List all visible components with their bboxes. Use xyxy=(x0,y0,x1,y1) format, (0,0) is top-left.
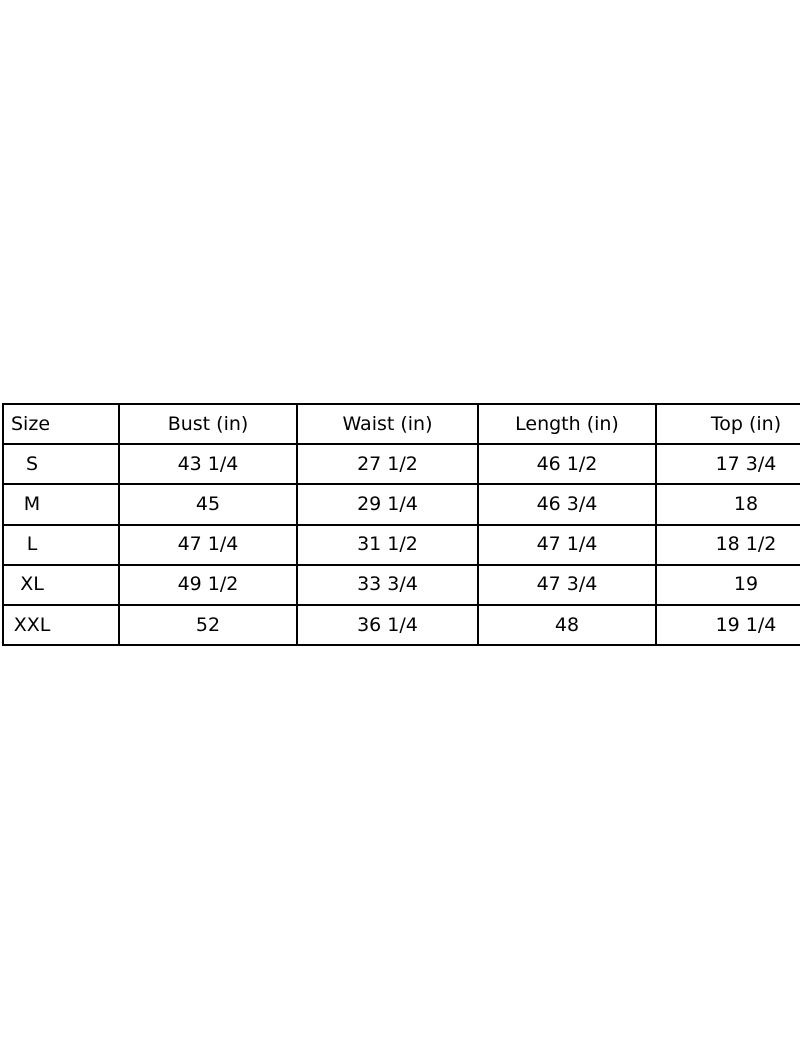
header-cell-top: Top (in) xyxy=(657,405,800,445)
bust-value-cell: 45 xyxy=(120,485,298,525)
bust-value-cell: 52 xyxy=(120,606,298,646)
bust-value-cell: 43 1/4 xyxy=(120,445,298,485)
waist-value-cell: 27 1/2 xyxy=(298,445,479,485)
header-cell-length: Length (in) xyxy=(479,405,657,445)
top-value-cell: 19 xyxy=(657,566,800,606)
size-label-cell: S xyxy=(4,445,120,485)
waist-value-cell: 33 3/4 xyxy=(298,566,479,606)
waist-value-cell: 29 1/4 xyxy=(298,485,479,525)
top-value-cell: 18 1/2 xyxy=(657,526,800,566)
waist-value-cell: 31 1/2 xyxy=(298,526,479,566)
header-cell-size: Size xyxy=(4,405,120,445)
waist-value-cell: 36 1/4 xyxy=(298,606,479,646)
bust-value-cell: 47 1/4 xyxy=(120,526,298,566)
size-label-cell: M xyxy=(4,485,120,525)
bust-value-cell: 49 1/2 xyxy=(120,566,298,606)
size-chart-table xyxy=(2,403,800,646)
header-cell-bust: Bust (in) xyxy=(120,405,298,445)
size-label-cell: XL xyxy=(4,566,120,606)
size-label-cell: L xyxy=(4,526,120,566)
size-label-cell: XXL xyxy=(4,606,120,646)
top-value-cell: 18 xyxy=(657,485,800,525)
length-value-cell: 48 xyxy=(479,606,657,646)
top-value-cell: 17 3/4 xyxy=(657,445,800,485)
length-value-cell: 47 1/4 xyxy=(479,526,657,566)
length-value-cell: 47 3/4 xyxy=(479,566,657,606)
length-value-cell: 46 3/4 xyxy=(479,485,657,525)
length-value-cell: 46 1/2 xyxy=(479,445,657,485)
header-cell-waist: Waist (in) xyxy=(298,405,479,445)
top-value-cell: 19 1/4 xyxy=(657,606,800,646)
